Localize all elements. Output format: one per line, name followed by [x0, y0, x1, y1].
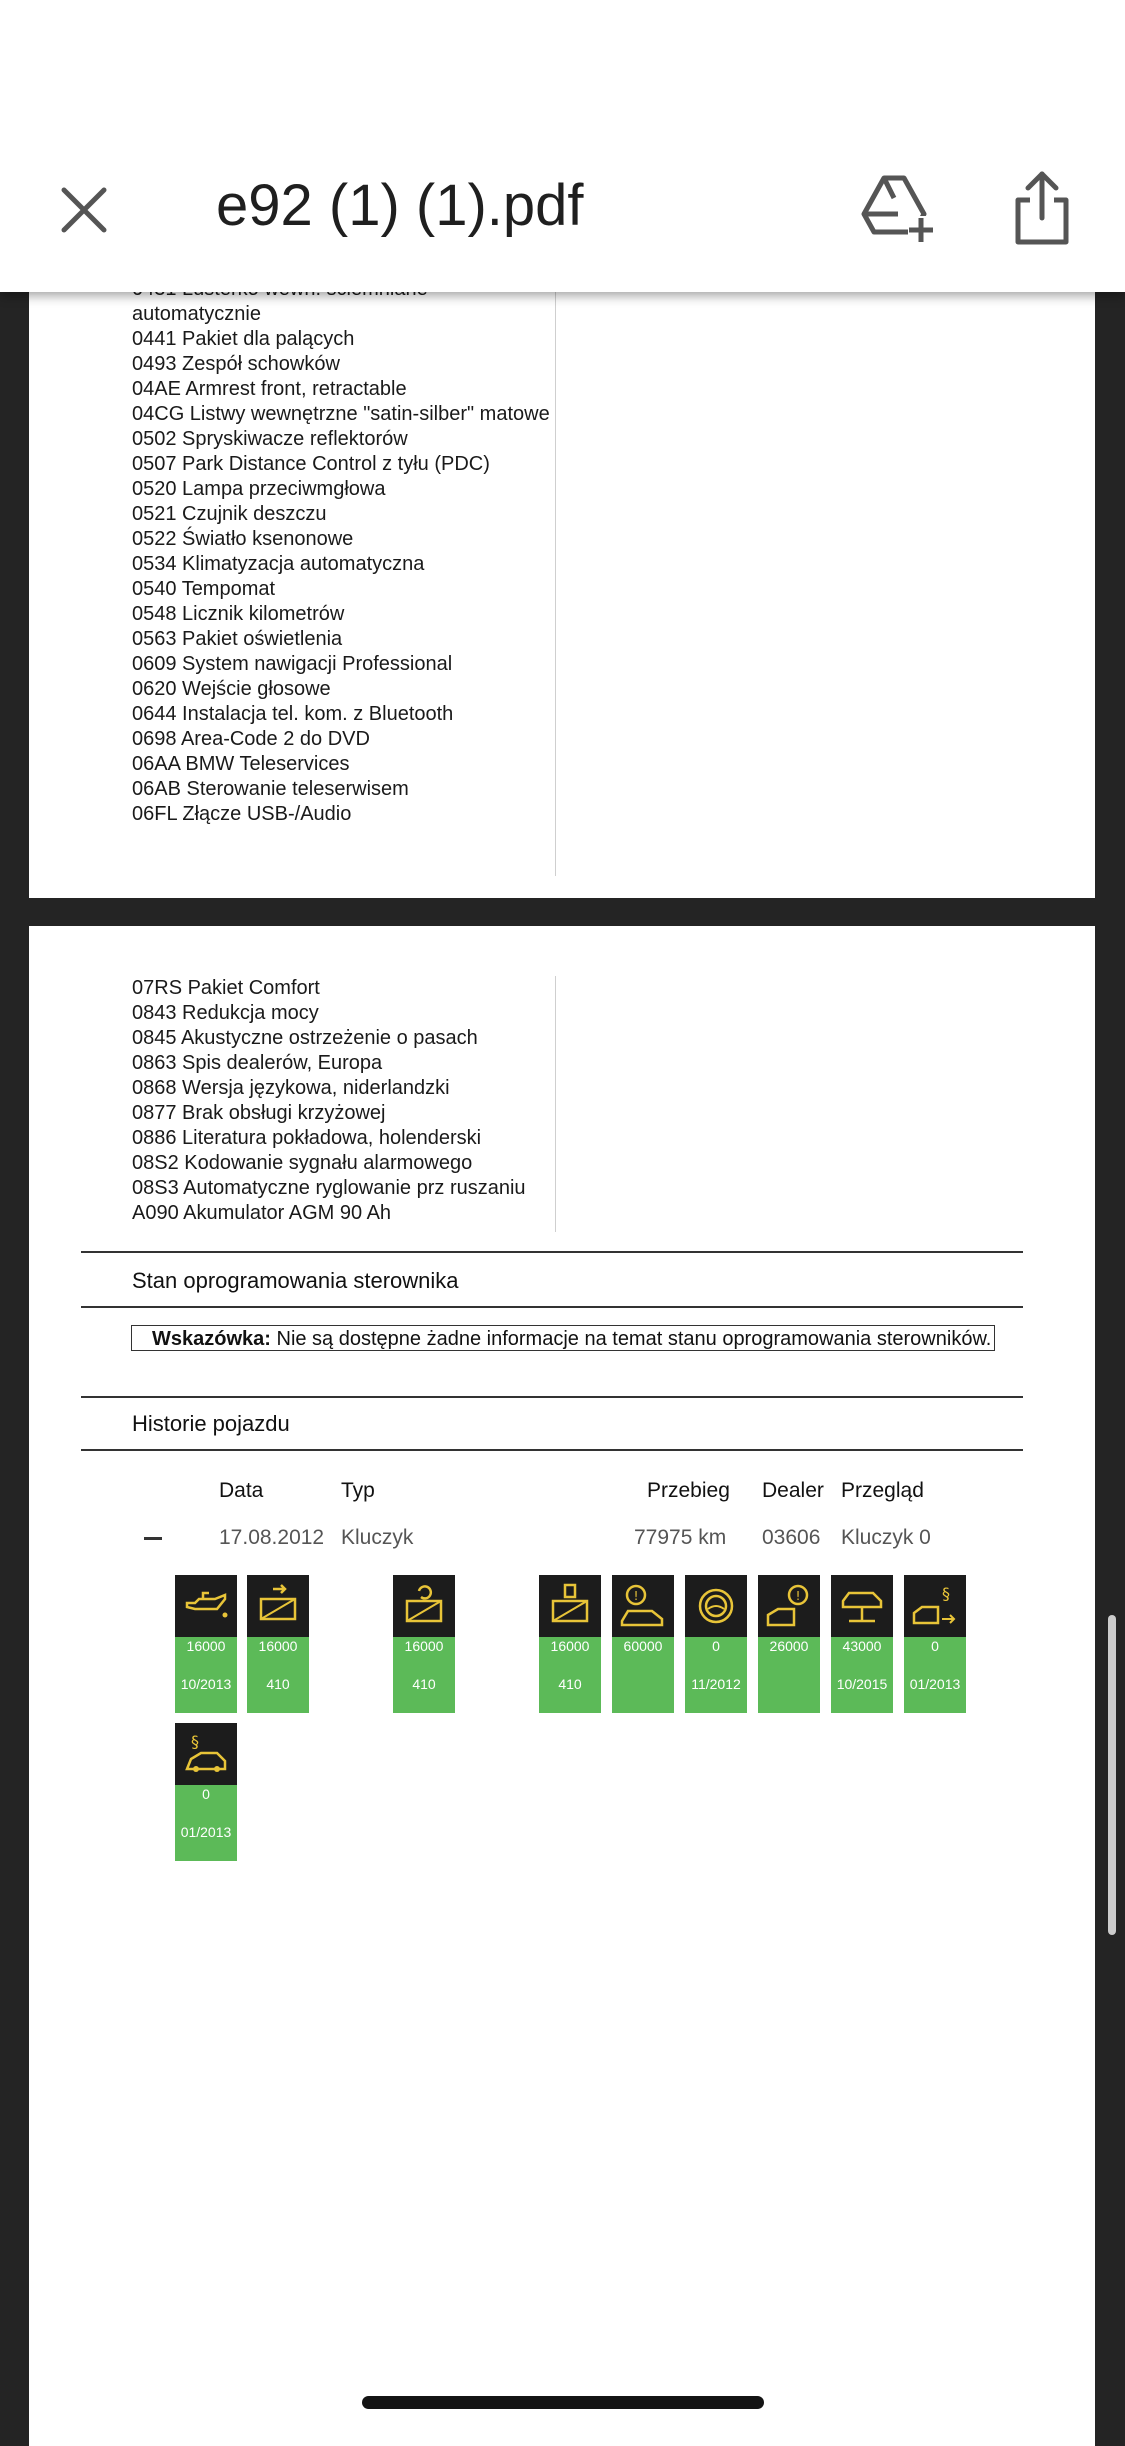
close-button[interactable] — [52, 178, 116, 242]
service-value: 16000 — [186, 1638, 226, 1654]
service-value: 26000 — [769, 1638, 809, 1654]
scrollbar-thumb[interactable] — [1108, 1615, 1116, 1935]
column-header-review: Przegląd — [841, 1479, 924, 1502]
brake-fluid-icon — [691, 1581, 741, 1631]
service-card — [247, 1575, 309, 1713]
microfilter-icon — [545, 1581, 595, 1631]
list-item: 0877 Brak obsługi krzyżowej — [132, 1102, 386, 1124]
service-value: 0 — [202, 1786, 210, 1802]
list-item: 0493 Zespół schowków — [132, 353, 340, 375]
list-item: 0563 Pakiet oświetlenia — [132, 628, 343, 650]
service-card — [612, 1575, 674, 1713]
app-bar — [0, 0, 1125, 292]
service-date: 10/2015 — [836, 1676, 888, 1692]
cell-dealer: 03606 — [762, 1526, 821, 1549]
note-text: Nie są dostępne żadne informacje na temat stanu oprogramowania sterowników. — [270, 1328, 992, 1350]
list-item: 0534 Klimatyzacja automatyczna — [132, 553, 425, 575]
service-card — [175, 1575, 237, 1713]
icon-tile — [175, 1723, 237, 1785]
document-title: e92 (1) (1).pdf — [216, 173, 584, 238]
list-item: 0886 Literatura pokładowa, holenderski — [132, 1127, 482, 1149]
svg-text:!: ! — [633, 1589, 639, 1603]
list-item: 0507 Park Distance Control z tyłu (PDC) — [132, 453, 490, 475]
icon-tile — [612, 1575, 674, 1637]
divider — [81, 1251, 1023, 1253]
list-item: 0843 Redukcja mocy — [132, 1002, 319, 1024]
front-brakes-icon — [618, 1581, 668, 1631]
service-value: 16000 — [258, 1638, 298, 1654]
column-header-mileage: Przebieg — [647, 1479, 730, 1502]
list-item: 0441 Pakiet dla palących — [132, 328, 355, 350]
list-item: 04CG Listwy wewnętrzne "satin-silber" matowe — [132, 403, 550, 425]
icon-tile — [685, 1575, 747, 1637]
icon-tile — [247, 1575, 309, 1637]
column-divider — [555, 976, 556, 1232]
list-item: 0502 Spryskiwacze reflektorów — [132, 428, 408, 450]
icon-tile — [539, 1575, 601, 1637]
options-list — [132, 976, 526, 1226]
service-date: 01/2013 — [909, 1676, 961, 1692]
vehicle-check-icon — [837, 1581, 887, 1631]
service-value: 0 — [712, 1638, 720, 1654]
list-item: A090 Akumulator AGM 90 Ah — [132, 1202, 392, 1224]
list-item: 04AE Armrest front, retractable — [132, 378, 407, 400]
service-card — [393, 1575, 455, 1713]
list-item: 0845 Akustyczne ostrzeżenie o pasach — [132, 1027, 478, 1049]
column-header-date: Data — [219, 1479, 264, 1502]
add-to-drive-button[interactable] — [858, 172, 938, 244]
list-item: 08S3 Automatyczne ryglowanie prz ruszaniu — [132, 1177, 526, 1199]
divider — [81, 1306, 1023, 1308]
svg-text:§: § — [942, 1584, 950, 1603]
list-item: 0521 Czujnik deszczu — [132, 503, 327, 525]
list-item: 0609 System nawigacji Professional — [132, 653, 453, 675]
service-card — [175, 1723, 237, 1861]
list-item: 0520 Lampa przeciwmgłowa — [132, 478, 386, 500]
list-item: 0698 Area-Code 2 do DVD — [132, 728, 370, 750]
pdf-page-1 — [29, 250, 1095, 898]
svg-text:§: § — [191, 1732, 199, 1751]
cell-date: 17.08.2012 — [219, 1526, 325, 1549]
vehicle-inspection-icon — [181, 1729, 231, 1779]
list-item: 0522 Światło ksenonowe — [132, 528, 354, 550]
pdf-page-2 — [29, 926, 1095, 2446]
emission-inspection-icon — [910, 1581, 960, 1631]
service-card — [904, 1575, 966, 1713]
list-item: 06AA BMW Teleservices — [132, 753, 350, 775]
rear-brakes-icon — [764, 1581, 814, 1631]
service-value: 16000 — [550, 1638, 590, 1654]
service-value: 43000 — [842, 1638, 882, 1654]
service-date: 11/2012 — [691, 1676, 741, 1692]
list-item: 0868 Wersja językowa, niderlandzki — [132, 1077, 450, 1099]
cell-type: Kluczyk — [341, 1526, 414, 1549]
icon-tile — [393, 1575, 455, 1637]
divider — [81, 1396, 1023, 1398]
list-item: 08S2 Kodowanie sygnału alarmowego — [132, 1152, 473, 1174]
cell-review: Kluczyk 0 — [841, 1526, 931, 1549]
list-item: 0540 Tempomat — [132, 578, 276, 600]
list-item: 0863 Spis dealerów, Europa — [132, 1052, 383, 1074]
cell-mileage: 77975 km — [634, 1526, 727, 1549]
service-card — [685, 1575, 747, 1713]
history-section-title: Historie pojazdu — [132, 1411, 290, 1436]
icon-tile — [758, 1575, 820, 1637]
engine-oil-icon — [181, 1581, 231, 1631]
service-date: 01/2013 — [180, 1824, 232, 1840]
list-item: 0644 Instalacja tel. kom. z Bluetooth — [132, 703, 454, 725]
divider — [81, 1449, 1023, 1451]
column-divider — [555, 280, 556, 876]
service-date: 410 — [266, 1676, 290, 1692]
list-item: automatycznie — [132, 303, 261, 325]
fuel-filter-icon — [253, 1581, 303, 1631]
list-item: 06AB Sterowanie teleserwisem — [132, 778, 409, 800]
service-date: 410 — [412, 1676, 436, 1692]
list-item: 0620 Wejście głosowe — [132, 678, 331, 700]
svg-text:!: ! — [795, 1589, 801, 1603]
column-header-dealer: Dealer — [762, 1479, 824, 1502]
service-card — [539, 1575, 601, 1713]
icon-tile — [904, 1575, 966, 1637]
icon-tile — [175, 1575, 237, 1637]
service-value: 0 — [931, 1638, 939, 1654]
close-icon — [52, 178, 116, 242]
filter-cycle-icon — [399, 1581, 449, 1631]
list-item: 0548 Licznik kilometrów — [132, 603, 345, 625]
note-box — [131, 1325, 995, 1351]
service-value: 60000 — [623, 1638, 663, 1654]
software-section-title: Stan oprogramowania sterownika — [132, 1268, 459, 1293]
service-value: 16000 — [404, 1638, 444, 1654]
column-header-type: Typ — [341, 1479, 375, 1502]
note-label: Wskazówka: — [152, 1328, 271, 1350]
share-button[interactable] — [1010, 168, 1074, 248]
service-date: 410 — [558, 1676, 582, 1692]
service-date: 10/2013 — [180, 1676, 232, 1692]
add-to-drive-icon — [858, 172, 938, 244]
list-item: 07RS Pakiet Comfort — [132, 977, 320, 999]
list-item: 06FL Złącze USB-/Audio — [132, 803, 352, 825]
service-card — [758, 1575, 820, 1713]
icon-tile — [831, 1575, 893, 1637]
options-list — [132, 277, 550, 827]
service-card — [831, 1575, 893, 1713]
collapse-row-button[interactable] — [144, 1537, 162, 1540]
share-icon — [1010, 168, 1074, 248]
home-indicator[interactable] — [362, 2396, 764, 2409]
